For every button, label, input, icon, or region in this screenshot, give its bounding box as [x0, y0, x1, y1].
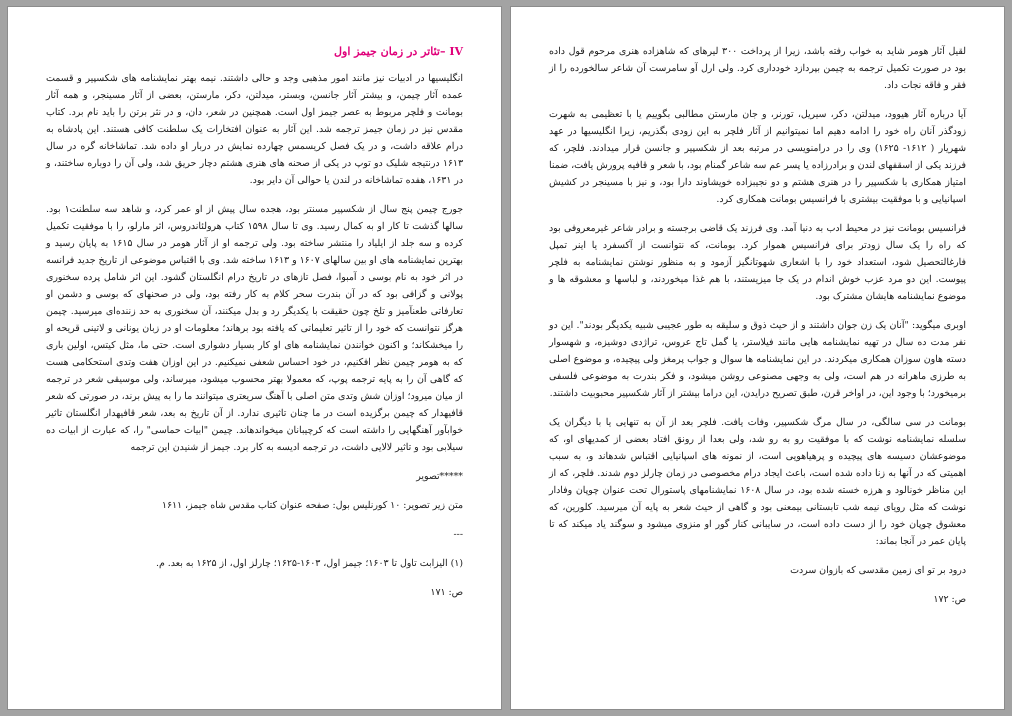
paragraph: فرانسیس بومانت نیز در محیط ادب به دنیا آمد. وی فرزند یک قاضی برجسته و برادر شاعر غیرمعروفی بود که راه را یک سال زودتر برای فرانسیس هموار کرد. بومانت، که نتوانست از آکسفرد یا اینر تمپل فارغالتحصیل شود، استعداد خود را با اشعاری شهوتانگیز آزمود و به منظور نوشتن نمایشنامه به فلچر پیوست. این دو مرد عزب خوش اندام در یک جا میزیستند، با هم غذا میخوردند، و لباسها و معشوقه ها و موضوع نمایشنامه هایشان مشترک بود. [549, 223, 966, 302]
image-caption: متن زیر تصویر: ۱۰ کورنلیس بول: صفحه عنوان کتاب مقدس شاه جیمز، ۱۶۱۱ [161, 500, 463, 511]
paragraph: بومانت در سی سالگی، در سال مرگ شکسپیر، وفات یافت. فلچر بعد از آن به تنهایی یا با دیگران یک سلسله نمایشنامه نوشت که با موفقیت رو به رو شد، ولی بعدا از رونق افتاد بعضی از کمدیهای او، که موضوعشان دسیسه های پیچیده و پرهیاهویی است، از نمونه های اسپانیایی اقتباس شدهاند و، به سبب اهمیتی که در آنها به زنا داده شده است، باعث ایجاد درام مخصوصی در زمان چارلز دوم شدند. فلچر، که از این مناظر خونالود و هرزه خسته شده بود، در سال ۱۶۰۸ نمایشنامهای پاستورال تحت عنوان چوپان وفادار نوشت که مثل رویای نیمه شب تابستانی بیمعنی بود و گاهی از حیث شعر به پایه آن میرسید. کلورین، که معشوق چوپان خود را از دست داده است، در سایبانی کنار گور او منزوی میشود و سوگند یاد میکند که تا پایان عمر در آنجا بماند: [549, 417, 966, 547]
section-heading: IV –تئاتر در زمان جیمز اول [334, 45, 463, 58]
paragraph: آیا درباره آثار هیوود، میدلتن، دکر، سیریل، تورنر، و جان مارستن مطالبی بگوییم یا با تعظیمی به شهرت زودگذر آنان راه خود را ادامه دهیم اما نمیتوانیم از آثار فلچر به این زودی بگذریم، زیرا انگلیسیها در عهد شهریار ( ۱۶۱۲- ۱۶۲۵) وی را در درامنویسی در مرتبه بعد از شکسپیر و جانسن قرار میدادند. فلچر، که فرزند یکی از اسقفهای لندن و برادرزاده یا پسر عم سه شاعر گمنام بود، با شعر و قافیه پرورش یافت، ضمنا امتیاز همکاری با شکسپیر را در هنری هشتم و دو نجیبزاده خویشاوند دارا بود، و نیز با مسینجر در کشیش اسپانیایی و با موفقیت بیشتری با فرانسیس بومانت همکاری کرد. [549, 109, 966, 205]
verse-line: درود بر تو ای زمین مقدسی که بازوان سردت [790, 565, 966, 576]
footnote: (۱) الیزابت تاول تا ۱۶۰۳؛ جیمز اول، ۱۶۰۳-۱۶۲۵؛ چارلز اول، از ۱۶۲۵ به بعد. م. [156, 558, 463, 569]
paragraph: انگلیسیها در ادبیات نیز مانند امور مذهبی وجد و حالی داشتند. نیمه بهتر نمایشنامه های شکسپیر و قسمت عمده آثار چیمن، و بیشتر آثار جانسن، وبستر، میدلتن، دکر، مارستن، بعضی از آثار مسینجر، و همه آثار بومانت و فلچر مربوط به عصر جیمز اول است. همچنین در شعر، دان، و در نثر برتن را باید نام برد. کتاب مقدس نیز در زمان جیمز ترجمه شد. این آثار به عنوان افتخارات یک سلطنت کافی هستند. این پادشاه به درام علاقه داشت، و در یک فصل کریسمس چهارده نمایش در دربار او داده شد. تماشاخانه گره در سال ۱۶۱۳ درنتیجه شلیک دو توپ در یکی از صحنه های هنری هشتم دچار حریق شد، ولی آن را دوباره ساختند، و در ۱۶۳۱، هفده تماشاخانه در لندن یا حوالی آن دایر بود. [46, 73, 463, 186]
page-number: ص: ۱۷۱ [430, 587, 463, 598]
document-page-right [510, 6, 1005, 710]
paragraph: اوبری میگوید: "آنان یک زن جوان داشتند و از حیث ذوق و سلیقه به طور عجیبی شبیه یکدیگر بودند". این دو نفر مدت ده سال در تهیه نمایشنامه هایی مانند فیلاستر، یا گمل تاج عروس، تراژدی دوشیزه، و شهسوار دسته هاون سوزان همکاری میکردند. در این نمایشنامه ها سوال و جواب پرمغز ولی پیچیده، و موضوع اصلی به طرزی ماهرانه در هم است، ولی به وجهی مصنوعی روشن میشود، و فکر بندرت به موضوعی فلسفی برمیخورد؛ با وجود این، در اواخر قرن، طبق تصریح درایدن، این دراما بیشتر از آثار شکسپیر محبوبیت داشتند. [549, 320, 966, 399]
document-page-left [7, 6, 502, 710]
paragraph: لقیل آثار هومر شاید به خواب رفته باشد، زیرا از پرداخت ۳۰۰ لیرهای که شاهزاده هنری مرحوم قول داده بود در صورت تکمیل ترجمه به چیمن بپردازد خودداری کرد. ولی ارل آو سامرست آن شاعر سالخورده را از فقر و فاقه نجات داد. [549, 46, 966, 91]
image-placeholder: *****تصویر [416, 471, 463, 482]
divider: --- [453, 529, 463, 540]
page-number: ص: ۱۷۲ [933, 594, 966, 605]
paragraph: جورج چیمن پنج سال از شکسپیر مسنتر بود، هجده سال پیش از او عمر کرد، و شاهد سه سلطنت۱ بود. سالها گذشت تا کار او به کمال رسید. وی تا سال ۱۵۹۸ کتاب هرولئاندروس، اثر مارلو، را با موفقیت تکمیل کرده و سه جلد از ایلیاد را منتشر ساخته بود. ولی ترجمه او از آثار هومر در سال ۱۶۱۵ به پایان رسید و بهترین نمایشنامه های او بین سالهای ۱۶۰۷ و ۱۶۱۳ ساخته شد. وی با اقتباس موضوعی از تاریخ جدید فرانسه در اثر خود به نام بوسی د آمبوا، فصل تازهای در تاریخ درام انگلستان گشود. این اثر شامل پرده سخنوری پولانی و گزافی بود که در آن بندرت سحر کلام به کار رفته بود، ولی در صحنهای که بوسی و دشمن او تعارفاتی طعنآمیز و تلخ چون حقیقت با یکدیگر رد و بدل میکنند، آن سخنوری به حد زننده‌ای میرسید. چیمن هرگز نتوانست که خود را از تاثیر تعلیماتی که یافته بود برهاند؛ معلومات او در زبان یونانی و لاتینی قریحه او را میخشکاند؛ و اکنون خوانندن نمایشنامه های او کار بسیار دشواری است. حتی ما، مثل کیتس، اولین باری که به هومر چیمن نظر افکنیم، در خود احساس شعفی نمیکنیم. در این اوزان هفت وتدی استحکامی هست که گاهی آن را به پایه ترجمه پوپ، که معمولا بهتر محسوب میشود، میرساند، ولی موسیقی شعر در ترجمه از میان میرود؛ اوزان شش وتدی متن اصلی با آهنگ سریعتری میتوانند ما را به پیش برند، در صورتی که شعر قافیهدار که چیمن برگزیده است در ما چنان تاثیری ندارد. از آن تاریخ به بعد، شعر قافیهدار انگلستان تاثیر خوابآور آهنگهایی را داشته است که کرچیبانان میخواندهاند. چیمن "ابیات حماسی" را، که عبارت از ابیات ده سیلابی بود و تاثیر لالایی داشت، در ترجمه ادیسه به کار برد. جیمز از شنیدن این ترجمه [46, 204, 463, 453]
